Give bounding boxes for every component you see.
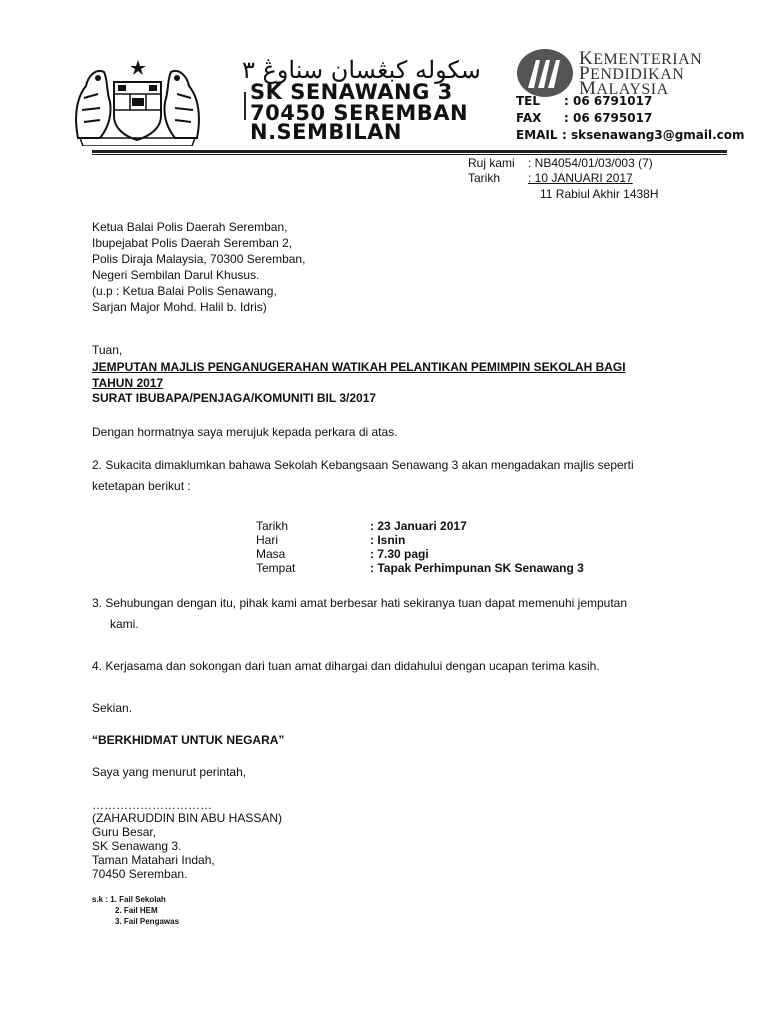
- cc-item: 3. Fail Pengawas: [115, 917, 180, 926]
- detail-label: Tarikh: [256, 519, 289, 533]
- malaysia-coat-of-arms-icon: [70, 58, 205, 146]
- ref-number: : NB4054/01/03/003 (7): [528, 156, 653, 170]
- closing: Sekian.: [92, 701, 133, 715]
- recipient-line: Polis Diraja Malaysia, 70300 Seremban,: [92, 252, 306, 266]
- paragraph-2-line2: ketetapan berikut :: [92, 479, 191, 493]
- signatory-title: Guru Besar,: [92, 825, 157, 839]
- school-postcode-city: 70450 SEREMBAN: [250, 101, 469, 125]
- header-rule-thin: [92, 154, 727, 155]
- paragraph-4: 4. Kerjasama dan sokongan dari tuan amat dihargai dan didahului dengan ucapan terima kasih.: [92, 659, 600, 673]
- recipient-line: Negeri Sembilan Darul Khusus.: [92, 268, 260, 282]
- paragraph-1: Dengan hormatnya saya merujuk kepada perkara di atas.: [92, 425, 398, 439]
- recipient-line: Sarjan Major Mohd. Halil b. Idris): [92, 300, 267, 314]
- detail-label: Hari: [256, 533, 279, 547]
- ministry-name-line2: PENDIDIKAN: [579, 63, 685, 84]
- signatory-address: Taman Matahari Indah,: [92, 853, 215, 867]
- signatory-name: (ZAHARUDDIN BIN ABU HASSAN): [92, 811, 283, 825]
- detail-value: : 7.30 pagi: [370, 547, 429, 561]
- ref-label: Ruj kami: [468, 156, 515, 170]
- signatory-address: 70450 Seremban.: [92, 867, 188, 881]
- subject-line3: SURAT IBUBAPA/PENJAGA/KOMUNITI BIL 3/2017: [92, 391, 377, 405]
- recipient-line: Ibupejabat Polis Daerah Seremban 2,: [92, 236, 293, 250]
- header-divider: [244, 92, 246, 120]
- letter-date: : 10 JANUARI 2017: [528, 171, 633, 185]
- detail-value: : Isnin: [370, 533, 406, 547]
- school-name-jawi: سكوله كبڠسان سناوڠ ٣: [242, 56, 481, 84]
- motto: “BERKHIDMAT UNTUK NEGARA”: [92, 733, 285, 747]
- detail-label: Tempat: [256, 561, 296, 575]
- school-name: SK SENAWANG 3: [250, 80, 453, 104]
- ministry-logo-icon: [516, 48, 574, 98]
- subject-line1: JEMPUTAN MAJLIS PENGANUGERAHAN WATIKAH PELANTIKAN PEMIMPIN SEKOLAH BAGI: [92, 360, 626, 374]
- detail-label: Masa: [256, 547, 286, 561]
- header-rule-thick: [92, 150, 727, 153]
- detail-value: : Tapak Perhimpunan SK Senawang 3: [370, 561, 584, 575]
- paragraph-3-line1: 3. Sehubungan dengan itu, pihak kami amat berbesar hati sekiranya tuan dapat memenuhi jemputan: [92, 596, 628, 610]
- cc-item: 2. Fail HEM: [115, 906, 158, 915]
- salutation: Tuan,: [92, 343, 123, 357]
- subject-line2: TAHUN 2017: [92, 376, 164, 390]
- signatory-school: SK Senawang 3.: [92, 839, 182, 853]
- ministry-name-line1: KEMENTERIAN: [579, 48, 703, 69]
- school-state: N.SEMBILAN: [250, 120, 402, 144]
- cc-list: s.k : 1. Fail Sekolah: [92, 895, 166, 904]
- ministry-name-line3: MALAYSIA: [579, 78, 669, 99]
- date-label: Tarikh: [468, 171, 501, 185]
- paragraph-2-line1: 2. Sukacita dimaklumkan bahawa Sekolah Kebangsaan Senawang 3 akan mengadakan majlis seperti: [92, 458, 634, 472]
- yours-faithfully: Saya yang menurut perintah,: [92, 765, 247, 779]
- paragraph-3-line2: kami.: [110, 617, 139, 631]
- recipient-line: Ketua Balai Polis Daerah Seremban,: [92, 220, 288, 234]
- signature-line: …………………………: [92, 798, 212, 812]
- recipient-line: (u.p : Ketua Balai Polis Senawang,: [92, 284, 277, 298]
- detail-value: : 23 Januari 2017: [370, 519, 467, 533]
- hijri-date: 11 Rabiul Akhir 1438H: [540, 187, 659, 201]
